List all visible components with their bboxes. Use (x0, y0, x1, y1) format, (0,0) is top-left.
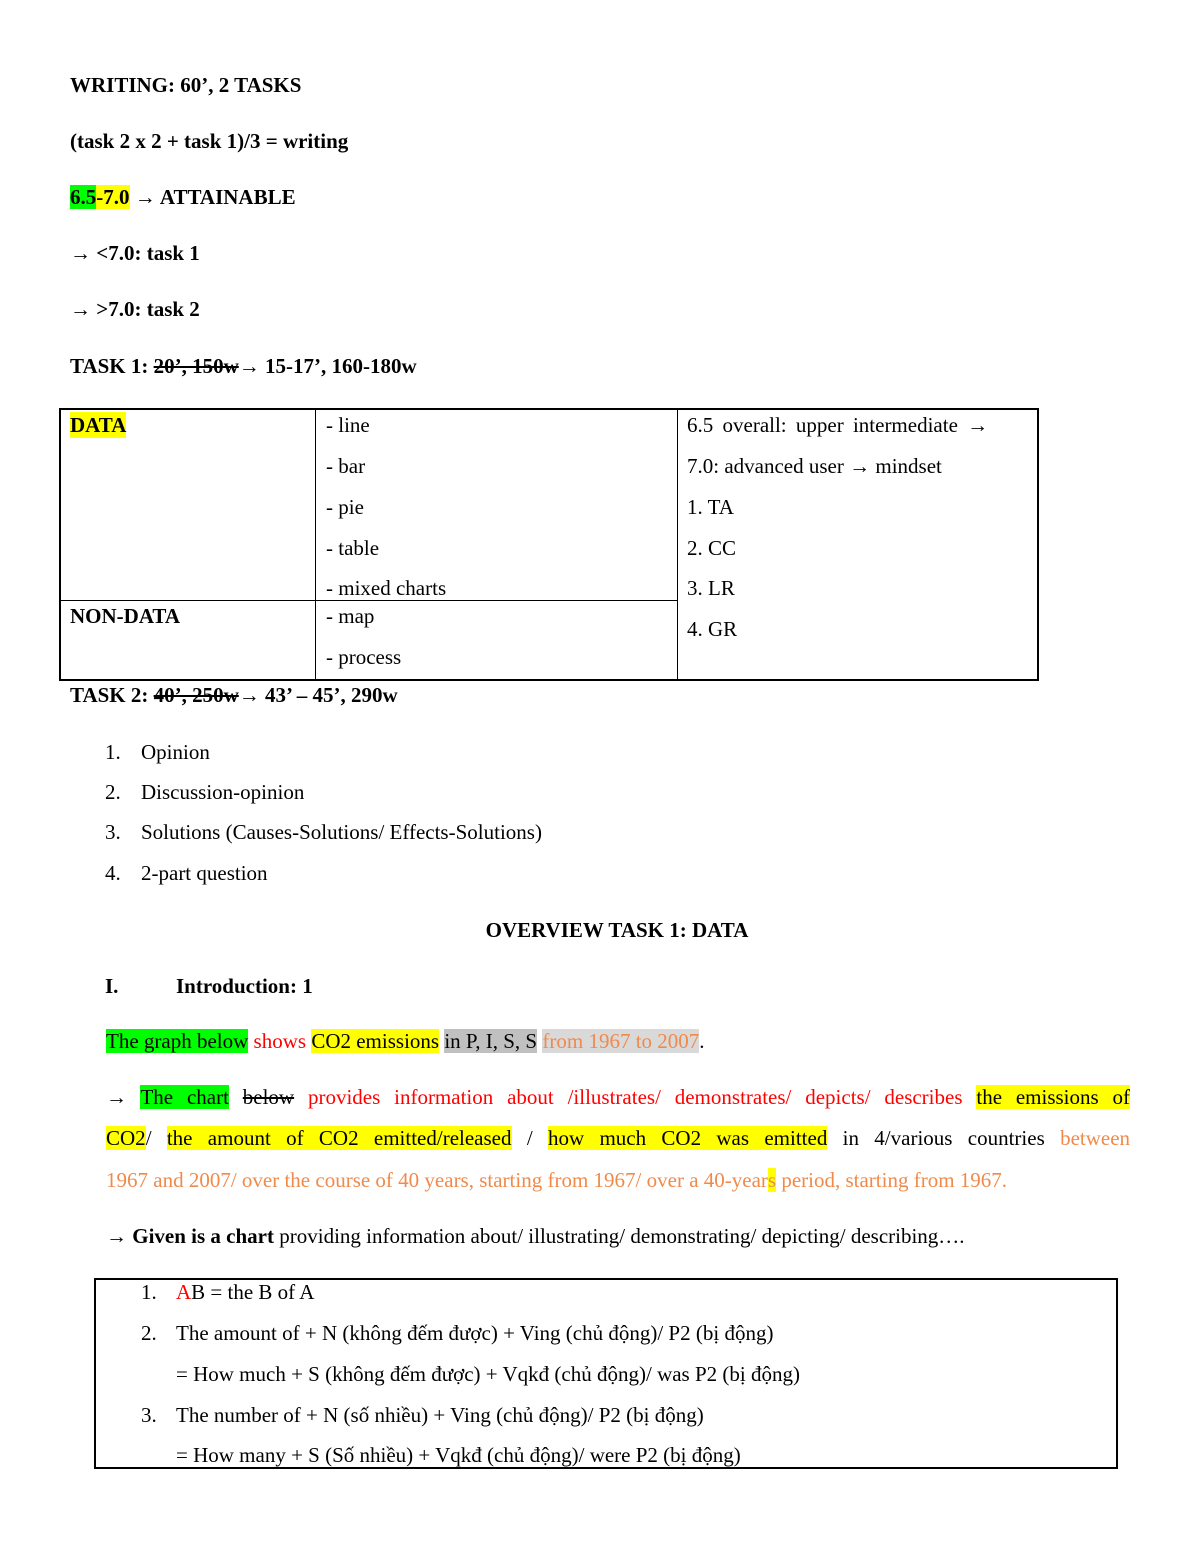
task2-new: 43’ – 45’, 290w (265, 683, 398, 707)
list-number: 4. (105, 861, 121, 885)
arrow-icon: → (967, 413, 989, 437)
place-phrase: in P, I, S, S (444, 1029, 538, 1053)
chart-type: - bar (326, 454, 366, 478)
task2-heading (70, 682, 398, 708)
score-formula: (task 2 x 2 + task 1)/3 = writing (70, 129, 349, 153)
task1-old: 20’, 150w (153, 354, 239, 378)
chart-type: - pie (326, 495, 364, 519)
place-phrase: in 4/various countries (842, 1126, 1045, 1150)
criteria-text: 6.5 overall: upper intermediate (687, 413, 958, 437)
verb-phrase: shows (248, 1029, 312, 1053)
data-label: DATA (70, 413, 127, 437)
paraphrase-line-1 (106, 1084, 1130, 1110)
subject-phrase: The graph below (106, 1029, 249, 1053)
writing-title: WRITING: 60’, 2 TASKS (70, 73, 302, 97)
arrow-icon: → (106, 1085, 127, 1109)
intro-sentence (106, 1028, 705, 1054)
above-7-line (70, 296, 200, 322)
band-low: 6.5 (70, 185, 97, 209)
arrow-icon: → (238, 354, 260, 378)
criteria-text: mindset (875, 454, 942, 478)
band-high: -7.0 (96, 185, 130, 209)
section-number: I. (105, 974, 119, 998)
essay-type: Discussion-opinion (141, 780, 305, 804)
task1-new: 15-17’, 160-180w (265, 354, 417, 378)
chart-type: - line (326, 413, 370, 437)
essay-type: Opinion (141, 740, 210, 764)
target-band (70, 184, 296, 210)
below-7-text: <7.0: task 1 (96, 241, 200, 265)
verb-phrase: provides information about /illustrates/ demonstrates/ depicts/ describes (307, 1085, 963, 1109)
criteria-item (687, 453, 942, 479)
chart-type: - table (326, 536, 380, 560)
object-phrase: how much CO2 was emitted (547, 1126, 828, 1150)
time-phrase: from 1967 to 2007 (542, 1029, 700, 1053)
criteria-item: 2. CC (687, 536, 737, 560)
rule-text: B = the B of A (191, 1280, 315, 1304)
criteria-item (687, 412, 988, 438)
list-number: 1. (105, 740, 121, 764)
grammar-rule: = How much + S (không đếm được) + Vqkđ (chủ động)/ was P2 (bị động) (176, 1362, 800, 1386)
arrow-icon: → (106, 1224, 127, 1248)
object-phrase: the amount of CO2 emitted/released (166, 1126, 512, 1150)
grammar-rule (176, 1279, 314, 1305)
list-number: 1. (141, 1280, 157, 1304)
task1-label: TASK 1: (70, 354, 149, 378)
object-phrase: CO2 (106, 1126, 146, 1150)
paraphrase-line-2 (106, 1125, 1130, 1151)
criteria-item: 4. GR (687, 617, 738, 641)
task2-old: 40’, 250w (153, 683, 239, 707)
arrow-icon: → (238, 683, 260, 707)
time-phrase: between (1060, 1126, 1131, 1150)
grammar-rule: The number of + N (số nhiều) + Ving (chủ động)/ P2 (bị động) (176, 1403, 704, 1427)
grammar-rule: The amount of + N (không đếm được) + Ving (chủ động)/ P2 (bị động) (176, 1321, 774, 1345)
overview-title: OVERVIEW TASK 1: DATA (485, 918, 749, 942)
given-sentence (106, 1223, 965, 1249)
given-phrase: Given is a chart (132, 1224, 274, 1248)
grammar-rule: = How many + S (Số nhiều) + Vqkđ (chủ động)/ were P2 (bị động) (176, 1443, 741, 1467)
section-title: Introduction: 1 (176, 974, 313, 998)
nondata-type: - map (326, 604, 375, 628)
slash: / (145, 1126, 152, 1150)
nondata-label: NON-DATA (70, 604, 181, 628)
essay-type: Solutions (Causes-Solutions/ Effects-Solutions) (141, 820, 542, 844)
red-a: A (176, 1280, 192, 1304)
task1-types-table (59, 408, 1039, 681)
arrow-icon: → (849, 454, 871, 478)
list-number: 3. (105, 820, 121, 844)
nondata-type: - process (326, 645, 402, 669)
list-number: 2. (105, 780, 121, 804)
struck-word: below (242, 1085, 295, 1109)
essay-type: 2-part question (141, 861, 268, 885)
time-phrase: period, starting from 1967. (781, 1168, 1008, 1192)
arrow-icon: → (70, 241, 91, 265)
task2-label: TASK 2: (70, 683, 149, 707)
list-number: 3. (141, 1403, 157, 1427)
attainable-label: ATTAINABLE (159, 185, 296, 209)
list-number: 2. (141, 1321, 157, 1345)
given-rest: providing information about/ illustrating/ demonstrating/ depicting/ describing…. (279, 1224, 965, 1248)
period: . (699, 1029, 705, 1053)
below-7-line (70, 240, 200, 266)
arrow-icon: → (70, 297, 91, 321)
slash: / (526, 1126, 533, 1150)
task1-heading (70, 353, 417, 379)
criteria-text: 7.0: advanced user (687, 454, 844, 478)
time-phrase: 1967 and 2007/ over the course of 40 years, starting from 1967/ over a 40-year (106, 1168, 768, 1192)
paraphrase-line-3 (106, 1167, 1007, 1193)
table-divider (677, 410, 678, 679)
criteria-item: 1. TA (687, 495, 734, 519)
table-divider (315, 410, 316, 679)
criteria-item: 3. LR (687, 576, 735, 600)
subject-phrase: The chart (140, 1085, 229, 1109)
object-phrase: the emissions of (976, 1085, 1131, 1109)
highlighted-s: s (767, 1168, 777, 1192)
object-phrase: CO2 emissions (311, 1029, 440, 1053)
above-7-text: >7.0: task 2 (96, 297, 200, 321)
chart-type: - mixed charts (326, 576, 447, 600)
arrow-icon: → (134, 185, 156, 209)
